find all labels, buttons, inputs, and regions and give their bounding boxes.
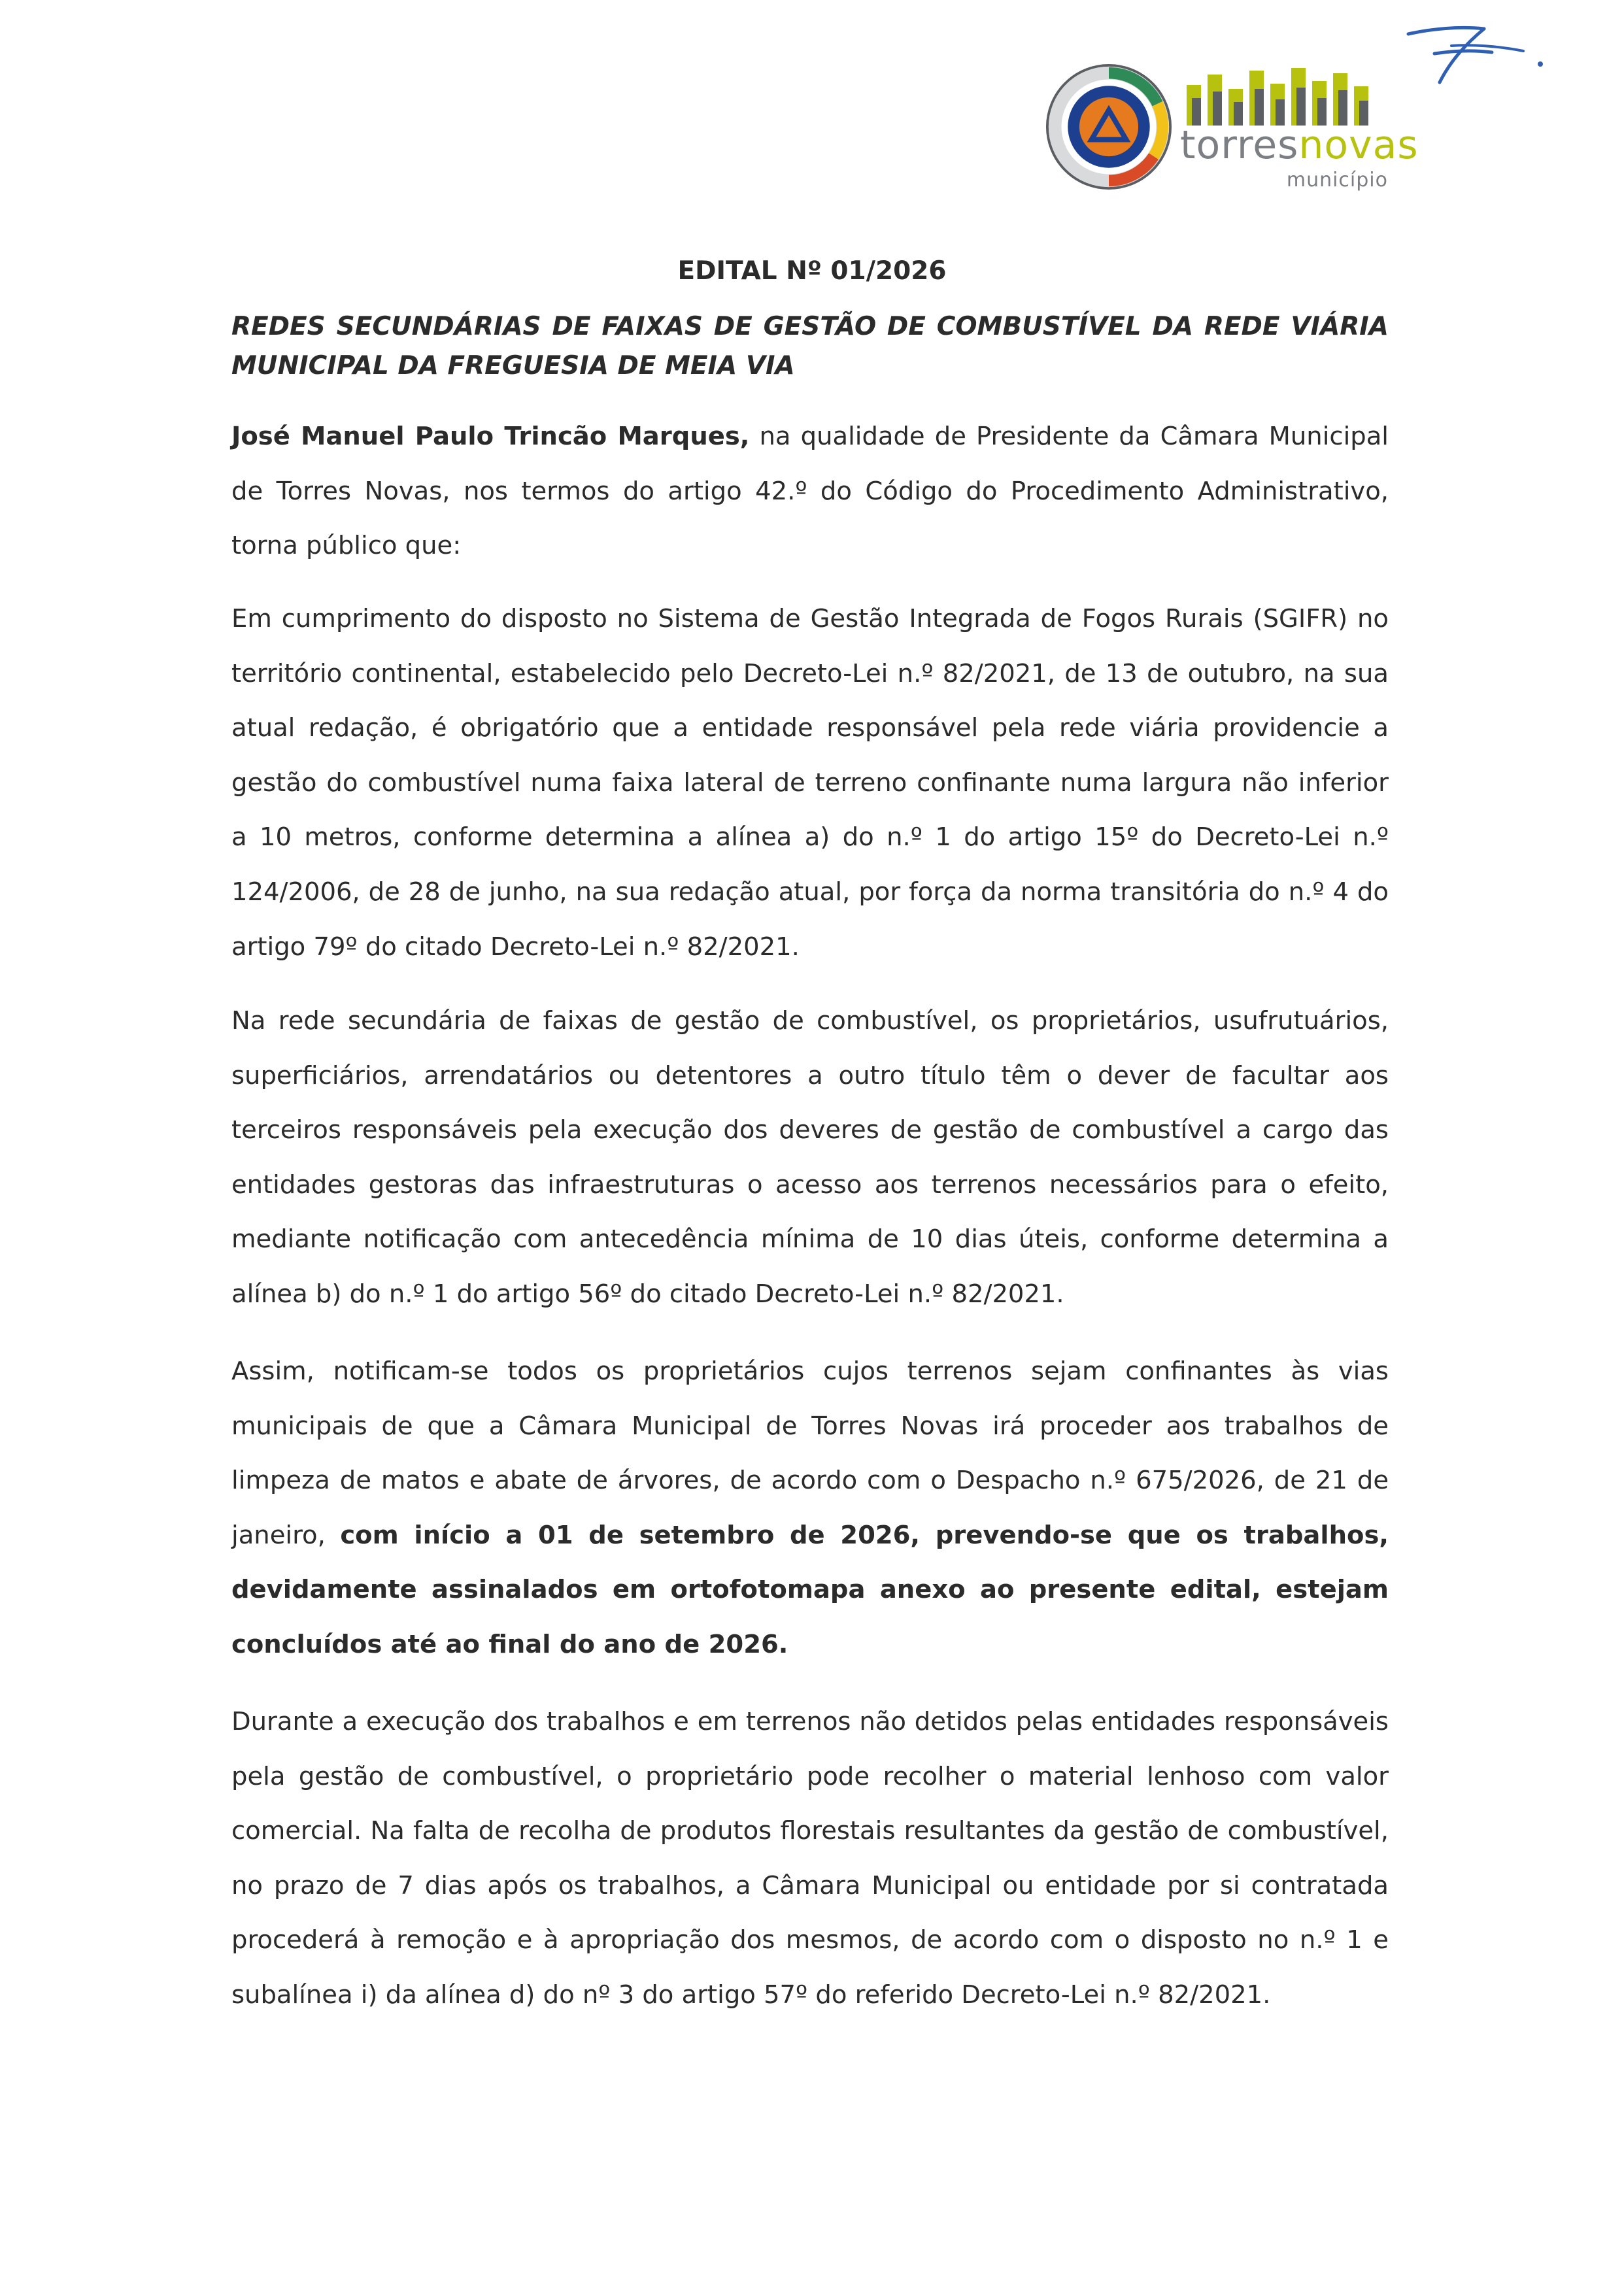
civil-protection-seal-icon: [1045, 63, 1173, 191]
paragraph-material-removal: Durante a execução dos trabalhos e em terrenos não detidos pelas entidades responsáveis pela gestão de combustível, o proprietário pode recolher o material lenhoso com valor comercial. Na falta de recolha de produtos florestais resultantes da gestão de combustível, no prazo de 7 dias após os trabalhos, a Câmara Municipal ou entidade por si contratada procederá à remoção e à apropriação dos mesmos, de acordo com o disposto no n.º 1 e subalínea i) da alínea d) do nº 3 do artigo 57º do referido Decreto-Lei n.º 82/2021.: [231, 1707, 1389, 2010]
document-title: EDITAL Nº 01/2026: [677, 256, 947, 286]
president-name: José Manuel Paulo Trincão Marques,: [231, 422, 750, 451]
intro-text: na qualidade de Presidente da Câmara Municipal de Torres Novas, nos termos do artigo 42.º do Código do Procedimento Administrativo, torna público que:: [231, 422, 1389, 561]
document-subject: REDES SECUNDÁRIAS DE FAIXAS DE GESTÃO DE COMBUSTÍVEL DA REDE VIÁRIA MUNICIPAL DA FREGUESIA DE MEIA VIA: [231, 312, 1389, 380]
paragraph-legal-basis: Em cumprimento do disposto no Sistema de Gestão Integrada de Fogos Rurais (SGIFR) no território continental, estabelecido pelo Decreto-Lei n.º 82/2021, de 13 de outubro, na sua atual redação, é obrigatório que a entidade responsável pela rede viária providencie a gestão do combustível numa faixa lateral de terreno confinante numa largura não inferior a 10 metros, conforme determina a alínea a) do n.º 1 do artigo 15º do Decreto-Lei n.º 124/2006, de 28 de junho, na sua redação atual, por força da norma transitória do n.º 4 do artigo 79º do citado Decreto-Lei n.º 82/2021.: [231, 604, 1389, 962]
paragraph-intro: [231, 409, 1389, 573]
paragraph-notification: [231, 1344, 1389, 1672]
paragraph-access-duty: Na rede secundária de faixas de gestão de combustível, os proprietários, usufrutuários, superficiários, arrendatários ou detentores a outro título têm o dever de facultar aos terceiros responsáveis pela execução dos deveres de gestão de combustível a cargo das entidades gestoras das infraestruturas o acesso aos terrenos necessários para o efeito, mediante notificação com antecedência mínima de 10 dias úteis, conforme determina a alínea b) do n.º 1 do artigo 56º do citado Decreto-Lei n.º 82/2021.: [231, 1006, 1389, 1309]
castle-towers-icon: [1185, 65, 1388, 126]
municipality-logo: [1180, 65, 1419, 196]
notification-text: Assim, notificam-se todos os proprietários cujos terrenos sejam confinantes às vias municipais de que a Câmara Municipal de Torres Novas irá proceder aos trabalhos de limpeza de matos e abate de árvores, de acordo com o Despacho n.º 675/2026, de 21 de janeiro,: [231, 1357, 1389, 1550]
notification-dates: com início a 01 de setembro de 2026, prevendo-se que os trabalhos, devidamente assinalados em ortofotomapa anexo ao presente edital, estejam concluídos até ao final do ano de 2026.: [231, 1520, 1389, 1659]
brand-subtitle: município: [1286, 169, 1388, 192]
brand-wordmark: torresnovas: [1180, 122, 1419, 168]
signature-initials: [1406, 20, 1549, 92]
